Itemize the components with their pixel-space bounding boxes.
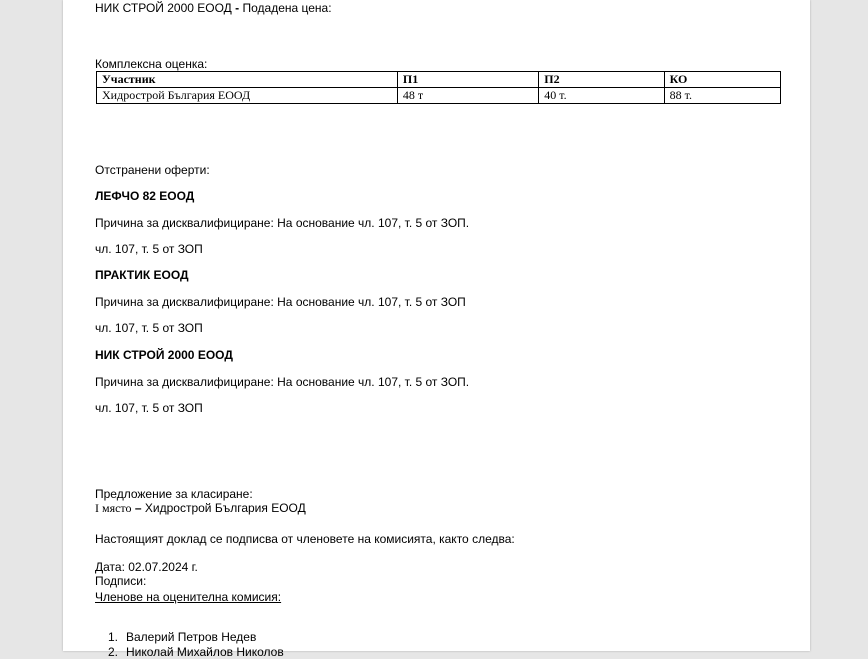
removed-company-name: ПРАКТИК ЕООД [95, 268, 189, 282]
scores-table [96, 71, 781, 104]
header-text: Подадена цена: [242, 1, 332, 15]
disqualification-reason: Причина за дисквалифициране: На основание чл. 107, т. 5 от ЗОП [95, 295, 466, 309]
table-cell: 40 т. [539, 88, 664, 104]
signatures-label: Подписи: [95, 574, 147, 588]
ranking-line [95, 501, 306, 515]
removed-company-name: НИК СТРОЙ 2000 ЕООД [95, 348, 233, 362]
complex-evaluation-label: Комплексна оценка: [95, 57, 208, 71]
header-separator: - [235, 1, 240, 15]
ranking-dash: – [134, 501, 142, 515]
legal-reference: чл. 107, т. 5 от ЗОП [95, 321, 203, 335]
legal-reference: чл. 107, т. 5 от ЗОП [95, 242, 203, 256]
table-header-cell: Участник [97, 72, 398, 88]
list-item-number: 1. [108, 630, 119, 644]
list-item [108, 645, 284, 659]
table-header-row [97, 72, 781, 88]
table-cell: 88 т. [664, 88, 780, 104]
removed-offers-label: Отстранени оферти: [95, 163, 210, 177]
signed-statement: Настоящият доклад се подписва от членовете на комисията, както следва: [95, 532, 515, 546]
table-cell: Хидрострой България ЕООД [97, 88, 398, 104]
ranking-label: Предложение за класиране: [95, 487, 253, 501]
ranking-place: I място [95, 501, 132, 515]
document-page [63, 0, 810, 659]
table-cell: 48 т [397, 88, 538, 104]
report-date: Дата: 02.07.2024 г. [95, 560, 198, 574]
removed-company-name: ЛЕФЧО 82 ЕООД [95, 189, 195, 203]
table-header-cell: П1 [397, 72, 538, 88]
header-line [95, 1, 332, 15]
disqualification-reason: Причина за дисквалифициране: На основание чл. 107, т. 5 от ЗОП. [95, 375, 470, 389]
table-header-cell: КО [664, 72, 780, 88]
committee-label: Членове на оценителна комисия: [95, 590, 282, 604]
member-name: Валерий Петров Недев [126, 630, 257, 644]
member-name: Николай Михайлов Николов [126, 645, 284, 659]
table-row [97, 88, 781, 104]
list-item-number: 2. [108, 645, 119, 659]
header-company: НИК СТРОЙ 2000 ЕООД [95, 1, 232, 15]
list-item [108, 630, 256, 644]
disqualification-reason: Причина за дисквалифициране: На основание чл. 107, т. 5 от ЗОП. [95, 216, 470, 230]
legal-reference: чл. 107, т. 5 от ЗОП [95, 401, 203, 415]
table-header-cell: П2 [539, 72, 664, 88]
ranking-company: Хидрострой България ЕООД [144, 501, 306, 515]
